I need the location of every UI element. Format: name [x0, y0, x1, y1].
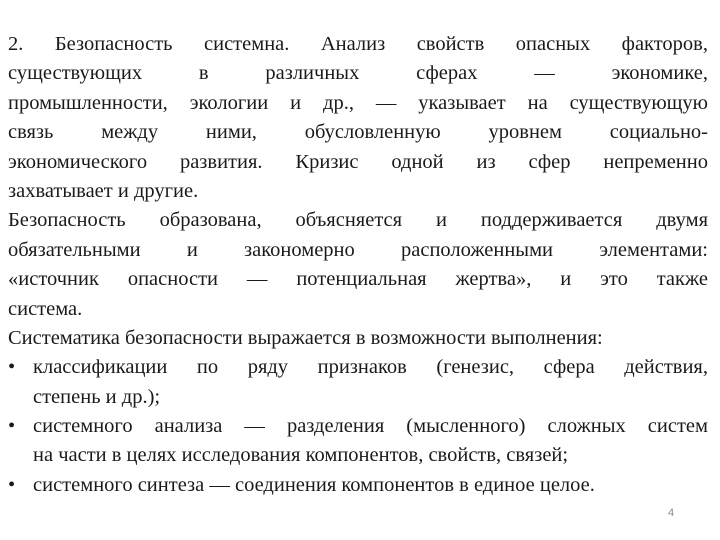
text-line: Систематика безопасности выражается в возможности выполнения:: [8, 326, 603, 349]
text-line: существующих в различных сферах — экономике,: [8, 62, 708, 85]
list-item-text: системного синтеза — соединения компонентов в единое целое.: [33, 473, 595, 496]
text-line: «источник опасности — потенциальная жертва», и это также: [8, 268, 708, 291]
list-item-continuation: на части в целях исследования компонентов, свойств, связей;: [33, 444, 569, 467]
list-item-text: классификации по ряду признаков (генезис, сфера действия,: [33, 356, 708, 379]
paragraph-systematics: [8, 324, 708, 353]
paragraph-system-safety: [8, 30, 708, 206]
list-item: [8, 471, 708, 500]
text-line: связь между ними, обусловленную уровнем социально-: [8, 121, 708, 144]
bullet-icon: •: [8, 473, 16, 496]
paragraph-safety-elements: [8, 206, 708, 324]
text-line: экономического развития. Кризис одной из сфер непременно: [8, 150, 708, 173]
bullet-icon: •: [8, 415, 16, 438]
text-line: 2. Безопасность системна. Анализ свойств опасных факторов,: [8, 33, 708, 55]
page-number: 4: [668, 507, 675, 519]
text-line: система.: [8, 297, 83, 320]
text-line: Безопасность образована, объясняется и поддерживается двумя: [8, 209, 708, 232]
list-item-text: системного анализа — разделения (мысленного) сложных систем: [33, 415, 708, 438]
text-line: обязательными и закономерно расположенными элементами:: [8, 238, 708, 261]
list-item: [8, 353, 708, 412]
list-item-continuation: степень и др.);: [33, 385, 161, 408]
text-line: захватывает и другие.: [8, 179, 199, 202]
bullet-icon: •: [8, 356, 16, 379]
bullet-list: [8, 353, 708, 500]
list-item: [8, 412, 708, 471]
text-line: промышленности, экологии и др., — указывает на существующую: [8, 91, 708, 114]
slide-body: [8, 30, 708, 500]
